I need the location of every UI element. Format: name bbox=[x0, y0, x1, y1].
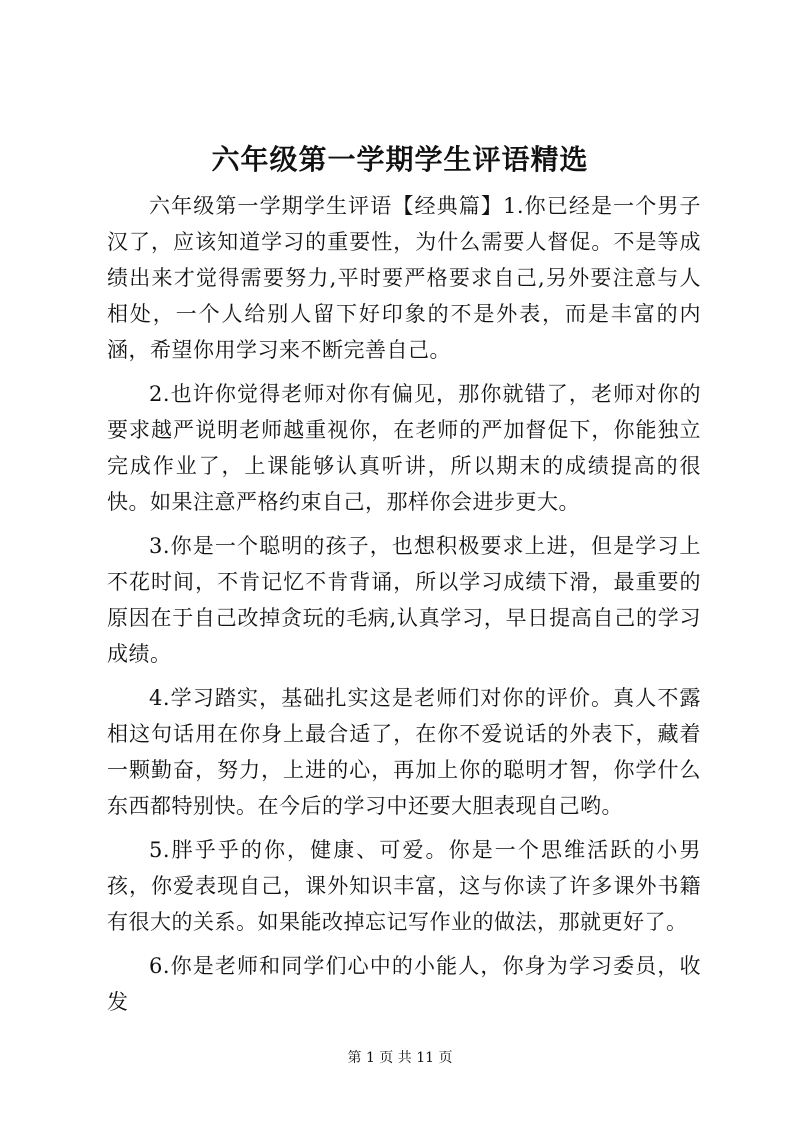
page-footer: 第 1 页 共 11 页 bbox=[347, 1050, 453, 1066]
paragraph-3: 3.你是一个聪明的孩子，也想积极要求上进，但是学习上不花时间，不肯记忆不肯背诵，所以学习成绩下滑，最重要的原因在于自己改掉贪玩的毛病,认真学习，早日提高自己的学习成绩。 bbox=[107, 534, 701, 666]
paragraph-1: 六年级第一学期学生评语【经典篇】1.你已经是一个男子汉了，应该知道学习的重要性，为什么需要人督促。不是等成绩出来才觉得需要努力,平时要严格要求自己,另外要注意与人相处，一个人给别人留下好印象的不是外表，而是丰富的内涵，希望你用学习来不断完善自己。 bbox=[107, 194, 701, 362]
paragraph-2: 2.也许你觉得老师对你有偏见，那你就错了，老师对你的要求越严说明老师越重视你，在老师的严加督促下，你能独立完成作业了，上课能够认真听讲，所以期末的成绩提高的很快。如果注意严格约束自己，那样你会进步更大。 bbox=[107, 382, 701, 514]
paragraph-5: 5.胖乎乎的你，健康、可爱。你是一个思维活跃的小男孩，你爱表现自己，课外知识丰富，这与你读了许多课外书籍有很大的关系。如果能改掉忘记写作业的做法，那就更好了。 bbox=[107, 838, 701, 934]
document-title: 六年级第一学期学生评语精选 bbox=[211, 143, 589, 176]
paragraph-4: 4.学习踏实，基础扎实这是老师们对你的评价。真人不露相这句话用在你身上最合适了，在你不爱说话的外表下，藏着一颗勤奋，努力，上进的心，再加上你的聪明才智，你学什么东西都特别快。在今后的学习中还要大胆表现自己哟。 bbox=[107, 686, 701, 818]
document-body bbox=[107, 188, 701, 1020]
paragraph-6: 6.你是老师和同学们心中的小能人，你身为学习委员，收发 bbox=[107, 954, 701, 1014]
